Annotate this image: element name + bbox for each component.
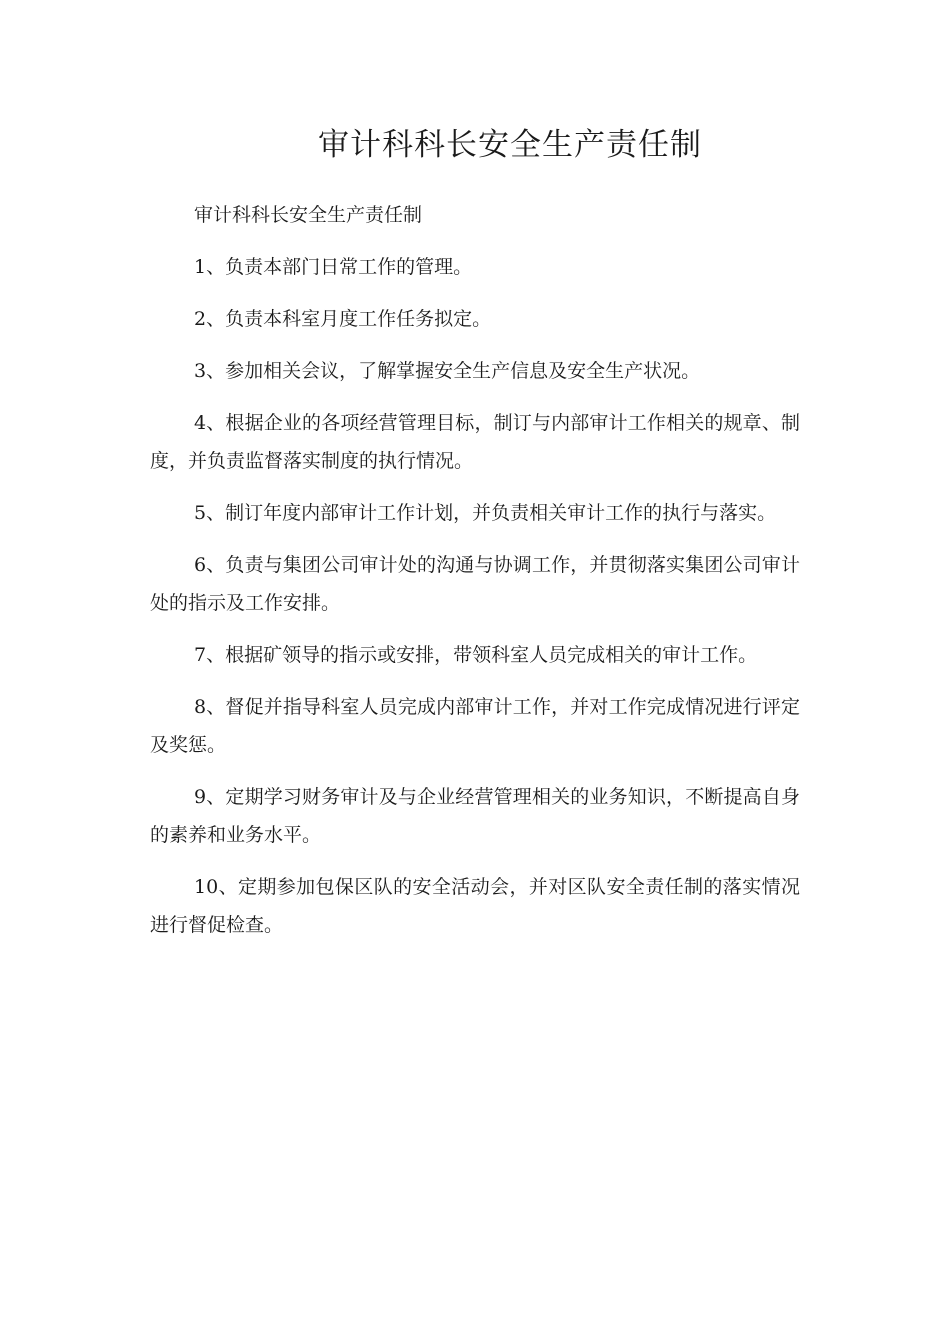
list-item: 3、参加相关会议，了解掌握安全生产信息及安全生产状况。	[194, 360, 701, 382]
list-item: 6、负责与集团公司审计处的沟通与协调工作，并贯彻落实集团公司审计处的指示及工作安排。	[150, 554, 800, 614]
list-item: 1、负责本部门日常工作的管理。	[194, 256, 473, 278]
list-item: 9、定期学习财务审计及与企业经营管理相关的业务知识，不断提高自身的素养和业务水平。	[150, 786, 800, 846]
document-title: 审计科科长安全生产责任制	[318, 127, 702, 163]
document-subtitle: 审计科科长安全生产责任制	[194, 204, 423, 226]
list-item: 10、定期参加包保区队的安全活动会，并对区队安全责任制的落实情况进行督促检查。	[150, 876, 800, 936]
list-item: 7、根据矿领导的指示或安排，带领科室人员完成相关的审计工作。	[194, 644, 758, 666]
list-item: 5、制订年度内部审计工作计划，并负责相关审计工作的执行与落实。	[194, 502, 777, 524]
list-item: 2、负责本科室月度工作任务拟定。	[194, 308, 492, 330]
document-body	[150, 196, 800, 958]
list-item: 8、督促并指导科室人员完成内部审计工作，并对工作完成情况进行评定及奖惩。	[150, 696, 800, 756]
list-item: 4、根据企业的各项经营管理目标，制订与内部审计工作相关的规章、制度，并负责监督落实制度的执行情况。	[150, 412, 800, 472]
